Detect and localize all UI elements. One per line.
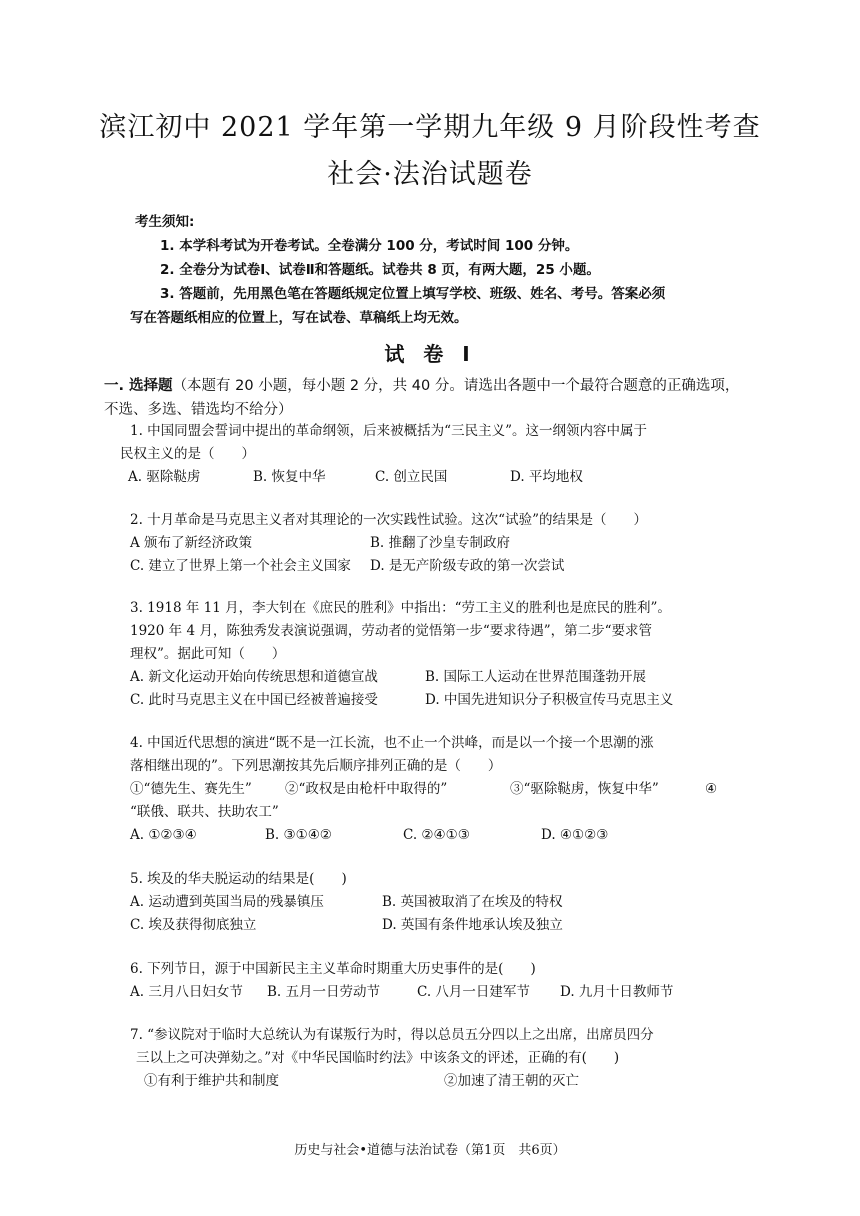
question-item: ①“德先生、赛先生” bbox=[130, 781, 252, 797]
question-stem: 落相继出现的”。下列思潮按其先后顺序排列正确的是（ ） bbox=[130, 758, 502, 774]
part-instructions-line: 不选、多选、错选均不给分） bbox=[104, 402, 293, 418]
option-d: D. 是无产阶级专政的第一次尝试 bbox=[370, 558, 565, 574]
option-d: D. 英国有条件地承认埃及独立 bbox=[382, 917, 563, 933]
section-title: 试 卷 Ⅰ bbox=[384, 342, 476, 366]
option-c: C. 八月一日建军节 bbox=[417, 984, 530, 1000]
option-a: A. 驱除鞑虏 bbox=[128, 469, 201, 485]
question-stem: 三以上之可决弹劾之。”对《中华民国临时约法》中该条文的评述，正确的有( ) bbox=[136, 1050, 620, 1066]
question-stem: 5. 埃及的华夫脱运动的结果是( ) bbox=[130, 871, 347, 887]
notice-heading: 考生须知: bbox=[135, 214, 195, 230]
option-a: A. 新文化运动开始向传统思想和道德宣战 bbox=[130, 669, 378, 685]
question-stem: 4. 中国近代思想的演进“既不是一江长流，也不止一个洪峰，而是以一个接一个思潮的涨 bbox=[130, 735, 654, 751]
option-c: C. ②④①③ bbox=[403, 827, 470, 843]
notice-item: 3. 答题前，先用黑色笔在答题纸规定位置上填写学校、班级、姓名、考号。答案必须 bbox=[160, 286, 666, 302]
question-2 bbox=[130, 509, 730, 578]
option-d: D. 中国先进知识分子积极宣传马克思主义 bbox=[425, 692, 674, 708]
question-item: ②“政权是由枪杆中取得的” bbox=[285, 781, 448, 797]
question-stem: 2. 十月革命是马克思主义者对其理论的一次实践性试验。这次“试验”的结果是（ ） bbox=[130, 512, 647, 528]
notice-item: 写在答题纸相应的位置上，写在试卷、草稿纸上均无效。 bbox=[130, 310, 468, 326]
question-stem: 6. 下列节日，源于中国新民主主义革命时期重大历史事件的是( ) bbox=[130, 961, 536, 977]
candidate-notice bbox=[130, 210, 740, 330]
option-b: B. 国际工人运动在世界范围蓬勃开展 bbox=[425, 669, 647, 685]
option-a: A 颁布了新经济政策 bbox=[130, 535, 253, 551]
question-stem: 3. 1918 年 11 月，李大钊在《庶民的胜利》中指出：“劳工主义的胜利也是庶民的胜利”。 bbox=[130, 600, 671, 616]
question-item: ③“驱除鞑虏，恢复中华” bbox=[510, 781, 659, 797]
option-a: A. 运动遭到英国当局的残暴镇压 bbox=[130, 894, 324, 910]
question-item: ②加速了清王朝的灭亡 bbox=[444, 1073, 579, 1089]
option-c: C. 埃及获得彻底独立 bbox=[130, 917, 257, 933]
option-c: C. 创立民国 bbox=[375, 469, 448, 485]
part-label: 一. 选择题 bbox=[104, 378, 173, 394]
question-stem: 1. 中国同盟会誓词中提出的革命纲领，后来被概括为“三民主义”。这一纲领内容中属于 bbox=[130, 423, 647, 439]
exam-subtitle: 社会·法治试题卷 bbox=[327, 159, 533, 190]
question-stem: 7. “参议院对于临时大总统认为有谋叛行为时，得以总员五分四以上之出席，出席员四分 bbox=[130, 1027, 654, 1043]
question-5 bbox=[130, 868, 730, 937]
option-c: C. 此时马克思主义在中国已经被普遍接受 bbox=[130, 692, 378, 708]
notice-item: 1. 本学科考试为开卷考试。全卷满分 100 分，考试时间 100 分钟。 bbox=[160, 238, 579, 254]
option-b: B. 推翻了沙皇专制政府 bbox=[370, 535, 511, 551]
option-d: D. ④①②③ bbox=[541, 827, 609, 843]
exam-title: 滨江初中 2021 学年第一学期九年级 9 月阶段性考查 bbox=[99, 112, 761, 143]
option-b: B. 英国被取消了在埃及的特权 bbox=[382, 894, 563, 910]
question-item: ④ bbox=[705, 781, 718, 797]
question-7 bbox=[130, 1024, 736, 1093]
option-d: D. 平均地权 bbox=[510, 469, 583, 485]
question-stem: 理权”。据此可知（ ） bbox=[130, 646, 286, 662]
question-stem: 1920 年 4 月，陈独秀发表演说强调，劳动者的觉悟第一步“要求待遇”，第二步“要求管 bbox=[130, 623, 653, 639]
option-b: B. ③①④② bbox=[265, 827, 332, 843]
option-b: B. 五月一日劳动节 bbox=[267, 984, 381, 1000]
question-3 bbox=[130, 597, 730, 712]
option-c: C. 建立了世界上第一个社会主义国家 bbox=[130, 558, 351, 574]
part-instructions-line: （本题有 20 小题，每小题 2 分，共 40 分。请选出各题中一个最符合题意的正确选项， bbox=[172, 378, 740, 394]
option-a: A. 三月八日妇女节 bbox=[130, 984, 243, 1000]
part-instructions bbox=[104, 374, 744, 422]
option-a: A. ①②③④ bbox=[130, 827, 197, 843]
question-item: ①有利于维护共和制度 bbox=[144, 1073, 279, 1089]
option-b: B. 恢复中华 bbox=[253, 469, 326, 485]
option-d: D. 九月十日教师节 bbox=[560, 984, 674, 1000]
page-footer: 历史与社会•道德与法治试卷（第1页 共6页） bbox=[294, 1143, 566, 1158]
question-1 bbox=[120, 420, 730, 489]
question-6 bbox=[130, 958, 730, 1004]
question-item: “联俄、联共、扶助农工” bbox=[130, 804, 279, 820]
question-stem: 民权主义的是（ ） bbox=[120, 446, 255, 462]
question-4 bbox=[130, 732, 730, 847]
notice-item: 2. 全卷分为试卷Ⅰ、试卷Ⅱ和答题纸。试卷共 8 页，有两大题，25 小题。 bbox=[160, 262, 600, 278]
